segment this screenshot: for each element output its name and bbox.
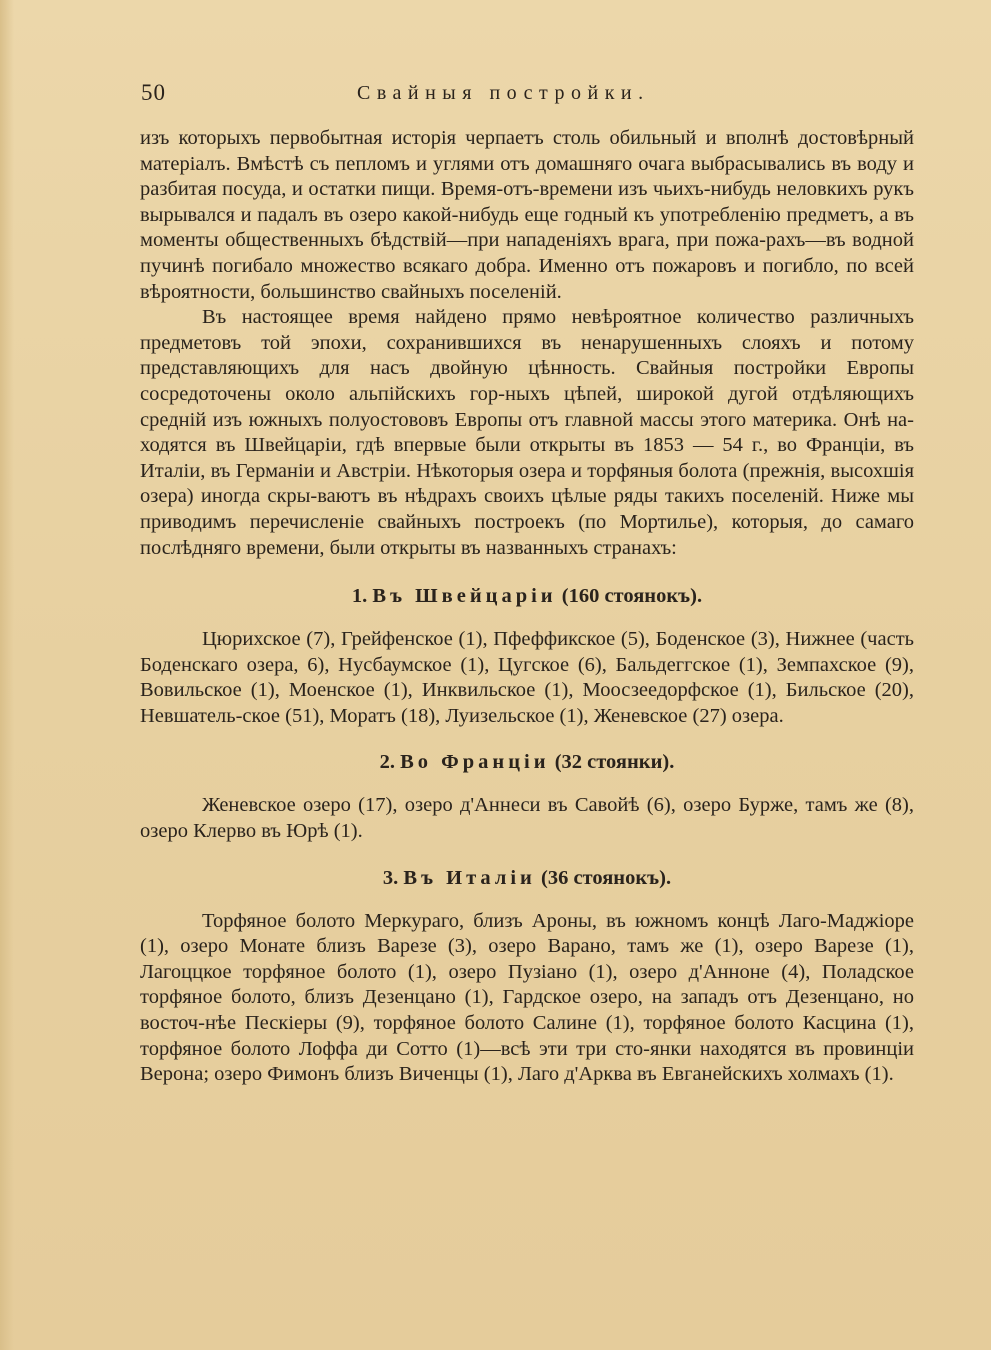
page-body — [140, 126, 914, 1088]
section-country: Въ Италіи — [403, 866, 536, 889]
section-body-italy: Торфяное болото Меркураго, близъ Ароны, въ южномъ концѣ Лаго-Маджіоре (1), озеро Монате близъ Варезе (3), озеро Варано, тамъ же (1), озеро Варезе (1), Лагоццкое торфяное болото (1), озеро Пузіано (1), озеро д'Анноне (4), Поладское торфяное болото, близъ Дезенцано (1), Гардское озеро, на западъ отъ Дезенцано, но восточ-нѣе Пескіеры (9), торфяное болото Салине (1), торфяное болото Касцина (1), торфяное болото Лоффа ди Сотто (1)—всѣ эти три сто-янки находятся въ провинціи Верона; озеро Фимонъ близъ Виченцы (1), Лаго д'Арква въ Евганейскихъ холмахъ (1). — [140, 909, 914, 1086]
section-heading-italy — [140, 865, 914, 891]
section-heading-france — [140, 749, 914, 775]
section-heading-switzerland — [140, 583, 914, 609]
running-title: Свайныя постройки. — [357, 82, 650, 104]
paragraph-overview: Въ настоящее время найдено прямо невѣроятное количество различныхъ предметовъ той эпохи, сохранившихся въ ненарушенныхъ слояхъ и потому представляющихъ для насъ двойную цѣнность. Свайныя постройки Европы сосредоточены около альпійскихъ гор-ныхъ цѣпей, широкой дугой отдѣляющихъ средній изъ южныхъ полуостововъ Европы отъ главной массы этого материка. Онѣ на-ходятся въ Швейцаріи, гдѣ впервые были открыты въ 1853 — 54 г., во Франціи, въ Италіи, въ Германіи и Австріи. Нѣкоторыя озера и торфяныя болота (прежнія, высохшія озера) иногда скры-ваютъ въ нѣдрахъ своихъ цѣлые ряды такихъ поселеній. Ниже мы приводимъ перечисленіе свайныхъ построекъ (по Мортилье), которыя, до самаго послѣдняго времени, были открыты въ названныхъ странахъ: — [140, 306, 914, 559]
page-number: 50 — [141, 80, 166, 105]
section-country: Въ Швейцаріи — [372, 585, 557, 608]
section-count: (32 стоянки). — [554, 751, 675, 774]
section-number: 2. — [379, 751, 395, 774]
section-number: 1. — [351, 585, 368, 608]
section-country: Во Франціи — [400, 751, 550, 774]
section-count: (160 стоянокъ). — [561, 585, 703, 608]
section-count: (36 стоянокъ). — [541, 866, 672, 889]
paragraph-intro: изъ которыхъ первобытная исторія черпаетъ столь обильный и вполнѣ достовѣрный матеріалъ. Вмѣстѣ съ пепломъ и углями отъ домашняго очага выбрасывались въ воду и разбитая посуда, и остатки пищи. Время-отъ-времени изъ чьихъ-нибудь неловкихъ рукъ вырывался и падалъ въ озеро какой-нибудь еще годный къ употребленію предметъ, а въ моменты общественныхъ бѣдствій—при нападеніяхъ врага, при пожа-рахъ—въ водной пучинѣ погибало множество всякаго добра. Именно отъ пожаровъ и погибло, по всей вѣроятности, большинство свайныхъ поселеній. — [140, 127, 914, 303]
page-header — [141, 80, 913, 108]
section-number: 3. — [382, 866, 399, 889]
section-body-switzerland: Цюрихское (7), Грейфенское (1), Пфеффикское (5), Боденское (3), Нижнее (часть Боденскаго озера, 6), Нусбаумское (1), Цугское (6), Бальдеггское (1), Земпахское (9), Вовильское (1), Моенское (1), Инквильское (1), Моосзеедорфское (1), Бильское (20), Невшатель-ское (51), Моратъ (18), Луизельское (1), Женевское (27) озера. — [140, 628, 914, 727]
section-body-france: Женевское озеро (17), озеро д'Аннеси въ Савойѣ (6), озеро Бурже, тамъ же (8), озеро Клерво въ Юрѣ (1). — [140, 794, 914, 843]
